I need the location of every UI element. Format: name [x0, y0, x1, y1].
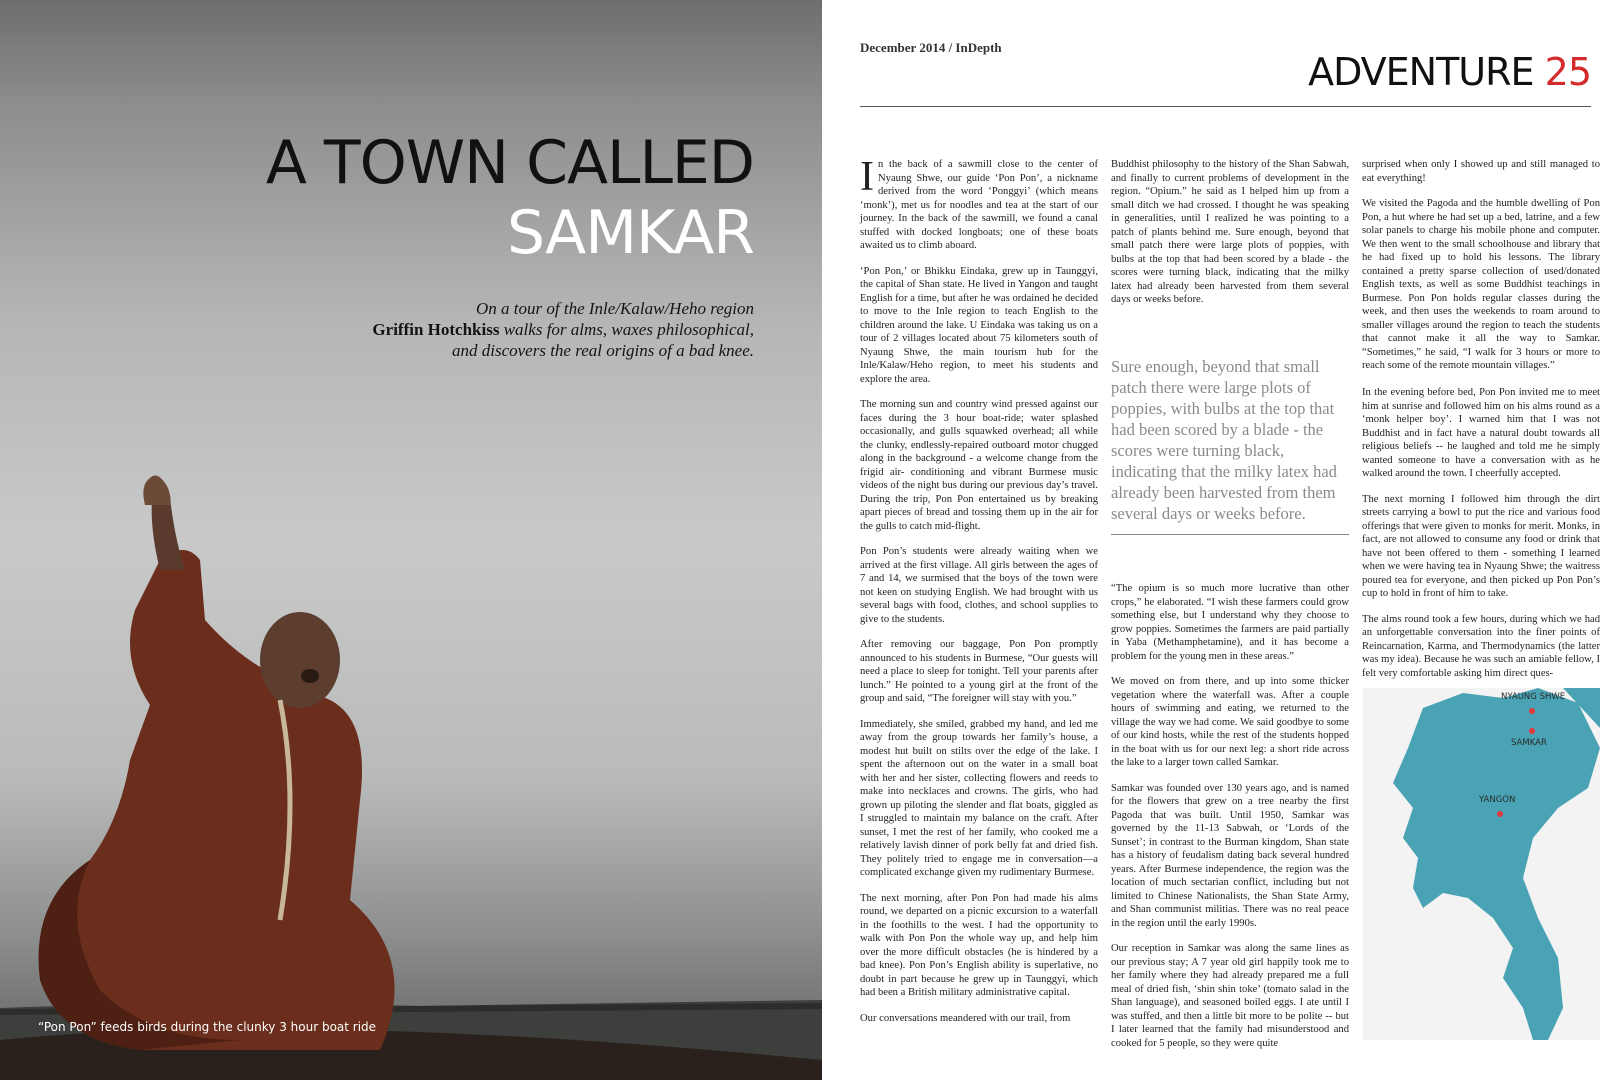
paragraph-text: n the back of a sawmill close to the center of Nyaung Shwe, our guide ‘Pon Pon’, a nickname derived from the word ‘Ponggyi’ (which means ‘monk’), met us for noodles and tea at the start of our journey. In the back of the sawmill, we found a canal stuffed with docked longboats; one of these boats awaited us to climb aboard. — [860, 159, 1098, 251]
map-label-nyaung-shwe: NYAUNG SHWE — [1501, 692, 1566, 702]
region-map — [1363, 688, 1600, 1040]
section-name: ADVENTURE — [1308, 50, 1534, 94]
paragraph: The next morning I followed him through the dirt streets carrying a bowl to put the rice and various food offerings that were given to monks for merit. Monks, in fact, are not allowed to consume any food or drink that have not been offered to them - something I learned when we were having tea in Nyaung Shwe; the waitress poured tea for everyone, and then picked up Pon Pon’s cup to hold in front of him to take. — [1362, 493, 1600, 599]
column-2-top — [1111, 158, 1349, 319]
column-1 — [860, 154, 1098, 1038]
article-title-line1: A TOWN CALLED — [265, 128, 754, 198]
paragraph: We moved on from there, and up into some thicker vegetation where the waterfall was. After a couple hours of swimming and eating, we returned to the village the way we had come. We said goodbye to some of our kind hosts, while the rest of the students hopped in the boat with us for our next leg: a short ride across the lake to a larger town called Samkar. — [1111, 676, 1349, 768]
column-2-bottom — [1111, 582, 1349, 1049]
paragraph — [860, 154, 1098, 253]
paragraph: Pon Pon’s students were already waiting when we arrived at the first village. All girls between the ages of 7 and 14, we surmised that the boys of the town were not keen on studying English. We had brought with us several bags with food, clothes, and school supplies to give to the students. — [860, 546, 1098, 625]
article-deck — [334, 298, 754, 361]
right-page — [822, 0, 1621, 1080]
paragraph: Buddhist philosophy to the history of the Shan Sabwah, and finally to current problems of development in the region. “Opium.” he said as I helped him up from a small ditch we had crossed. I thought he was speaking in generalities, until I realized he was pointing to a patch of plants behind me. Sure enough, beyond that small patch there were large plots of poppies, with bulbs at the top that had been scored by a blade - the scores were turning black, indicating that the milky latex had already been harvested from them several days or weeks before. — [1111, 159, 1349, 305]
section-header — [1308, 50, 1591, 94]
map-marker-yangon — [1497, 811, 1503, 817]
header-rule — [860, 106, 1591, 107]
map-marker-nyaung-shwe — [1529, 708, 1535, 714]
page-number: 25 — [1544, 50, 1591, 94]
column-3-top — [1362, 158, 1600, 385]
deck-author: Griffin Hotchkiss — [372, 320, 500, 339]
paragraph: The alms round took a few hours, during which we had an unforgettable conversation into the finer points of Reincarnation, Karma, and Thermodynamics (the latter was my idea). Because he was such an amiable fellow, I felt very comfortable asking him direct ques- — [1362, 613, 1600, 679]
deck-line3: and discovers the real origins of a bad knee. — [451, 341, 754, 360]
paragraph: Our reception in Samkar was along the same lines as our previous stay; A 7 year old girl happily took me to her family where they had already prepared me a full meal of dried fish, ‘shin shin toke’ (tomato salad in the Shan language), and seasoned boiled eggs. I ate until I was stuffed, and then a little bit more to be polite -- but I later learned that the family had misunderstood and cooked for 5 people, so they were quite — [1111, 943, 1349, 1049]
paragraph: In the evening before bed, Pon Pon invited me to meet him at sunrise and followed him on his alms round as a ‘monk helper boy’. I warned him that I was not Buddhist and in fact have a natural doubt towards all religious beliefs -- he laughed and told me he simply wanted someone to have a conversation with as he walked around the town. I cheerfully accepted. — [1362, 387, 1600, 479]
paragraph: The morning sun and country wind pressed against our faces during the 3 hour boat-ride; water splashed occasionally, and gulls squawked overhead; all while the clunky, endlessly-repaired outboard motor chugged along in the background - a welcome change from the frigid air- conditioning and vibrant Burmese music videos of the night bus during our previous day’s travel. During the trip, Pon Pon entertained us by breaking apart pieces of bread and tossing them up in the air for the gulls to catch mid-flight. — [860, 399, 1098, 532]
photo-caption: “Pon Pon” feeds birds during the clunky 3 hour boat ride — [38, 1020, 377, 1034]
pull-quote: Sure enough, beyond that small patch there were large plots of poppies, with bulbs at the top that had been scored by a blade - the scores were turning black, indicating that the milky latex had already been harvested from them several days or weeks before. — [1111, 356, 1349, 535]
folio: December 2014 / InDepth — [860, 40, 1002, 55]
map-marker-samkar — [1529, 728, 1535, 734]
column-3-bottom — [1362, 386, 1600, 679]
paragraph: ‘Pon Pon,’ or Bhikku Eindaka, grew up in Taunggyi, the capital of Shan state. He lived in Yangon and taught English for a time, but after he was ordained he decided to move to the Inle region to teach English to the children around the lake. U Eindaka was taking us on a tour of 2 villages located about 75 kilometers south of Nyaung Shwe, the main tourism hub for the Inle/Kalaw/Heho region, to meet his students and explore the area. — [860, 265, 1098, 385]
paragraph: surprised when only I showed up and still managed to eat everything! — [1362, 159, 1600, 184]
deck-line1: On a tour of the Inle/Kalaw/Heho region — [476, 299, 754, 318]
map-label-samkar: SAMKAR — [1511, 738, 1547, 748]
paragraph: Our conversations meandered with our trail, from — [860, 1012, 1071, 1024]
article-title-line2: SAMKAR — [506, 198, 754, 268]
map-shape — [1363, 688, 1600, 1040]
paragraph: After removing our baggage, Pon Pon promptly announced to his students in Burmese, “Our guests will need a place to sleep for tonight. Tell your parents after lunch.” He pointed to a young girl at the front of the group and said, “The foreigner will stay with you.” — [860, 639, 1098, 704]
paragraph: Immediately, she smiled, grabbed my hand, and led me away from the group towards her family’s house, a modest hut built on stilts over the edge of the lake. I spent the afternoon out on the water in a small boat with her and her sister, collecting flowers and reeds to make into necklaces and crowns. The girls, who had grown up piloting the slender and flat boats, giggled as I struggled to maintain my balance on the craft. After sunset, I met the rest of her family, who cooked me a relatively lavish dinner of pork belly fat and dried fish. They politely tried to engage me in conversation—a complicated exchange given my rudimentary Burmese. — [860, 718, 1098, 878]
paragraph: Samkar was founded over 130 years ago, and is named for the flowers that grew on a tree nearby the first Pagoda that was built. Until 1950, Samkar was governed by the 11-13 Sabwah, or ‘Lords of the Sunset’; in contrast to the Burman kingdom, Shan state has a history of feudalism dating back several hundred years. After Burmese independence, the region was the location of much sectarian conflict, including but not limited to Chinese Nationalists, the Shan State Army, and Shan communist militias. There was no real peace in the region until the early 1990s. — [1111, 782, 1349, 929]
paragraph: We visited the Pagoda and the humble dwelling of Pon Pon, a hut where he had set up a bed, latrine, and a few solar panels to charge his mobile phone and computer. We then went to the small schoolhouse and library that he had fixed up to hold his lessons. The library contained a pretty sparse collection of used/donated English texts, as well as some Buddhist teachings in Burmese. Pon Pon holds regular classes during the week, and then uses the weekends to roam around to smaller villages around the region to teach the students that cannot make it all the way to Samkar. “Sometimes,” he said, “I walk for 3 hours or more to reach some of the remote mountain villages.” — [1362, 198, 1600, 371]
paragraph: “The opium is so much more lucrative than other crops,” he elaborated. “I wish these farmers could grow something else, but I understand why they choose to grow poppies. Sometimes the farmers are paid partially in Yaba (Methamphetamine), and it has become a problem for the young men in these areas.” — [1111, 583, 1349, 662]
drop-cap: I — [860, 154, 874, 200]
map-label-yangon: YANGON — [1479, 795, 1516, 805]
paragraph: The next morning, after Pon Pon had made his alms round, we departed on a picnic excursion to a waterfall in the foothills to the west. I had the opportunity to walk with Pon Pon the whole way up, and help him over the more difficult obstacles (he is hindered by a bad knee). Pon Pon’s English ability is superlative, no doubt in part because he grew up in Taunggyi, which had been a British military administrative capital. — [860, 892, 1098, 998]
deck-line2: walks for alms, waxes philosophical, — [499, 320, 754, 339]
